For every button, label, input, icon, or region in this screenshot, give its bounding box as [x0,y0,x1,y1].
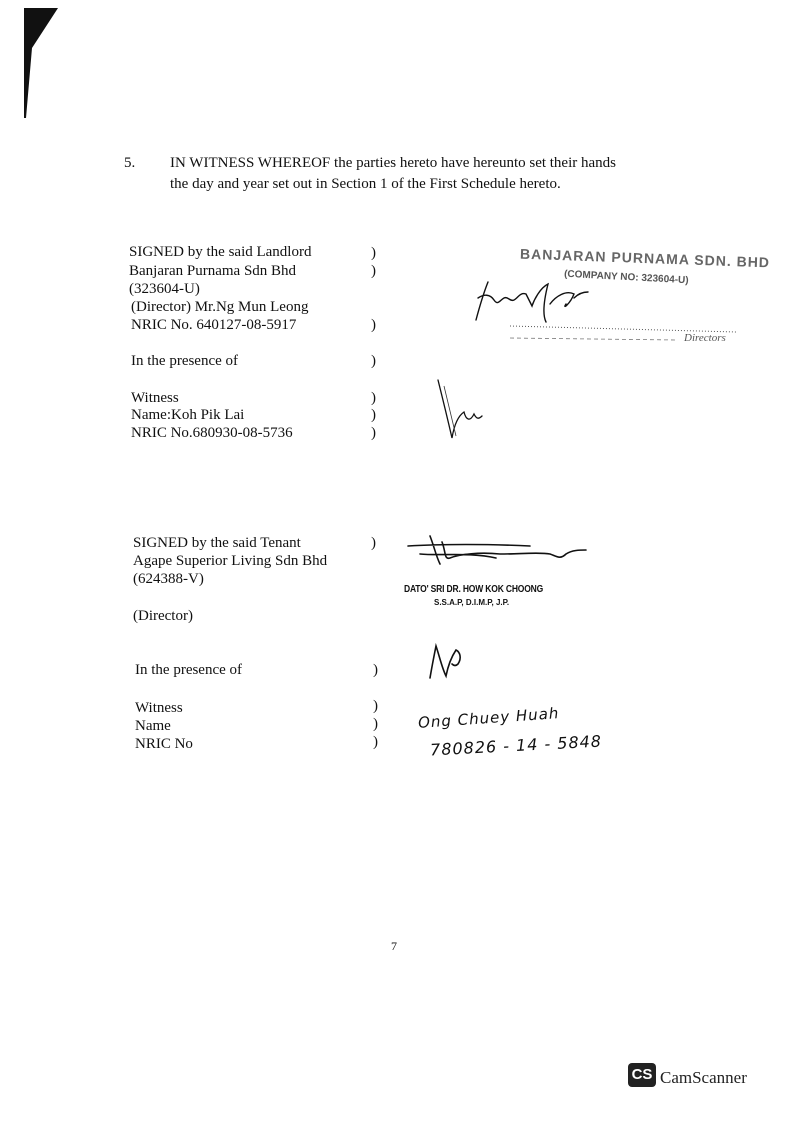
tenant-company-no: (624388-V) [133,571,204,587]
scan-edge-artifact [20,8,60,118]
tenant-presence: In the presence of [135,662,243,678]
tenant-name-label: Name [135,718,171,734]
landlord-witness: Witness [131,390,179,406]
paren: ) [371,317,376,333]
tenant-nric-label: NRIC No [135,736,193,752]
tenant-witness: Witness [135,700,183,716]
landlord-witness-signature [430,376,490,446]
paren: ) [371,245,376,261]
paren: ) [371,407,376,423]
tenant-director-name: DATO' SRI DR. HOW KOK CHOONG [404,584,544,595]
paren: ) [373,662,378,678]
paren: ) [371,353,376,369]
paren: ) [373,734,378,750]
tenant-signed-by: SIGNED by the said Tenant [133,535,301,551]
clause-line-1: IN WITNESS WHEREOF the parties hereto have hereunto set their hands [170,155,617,171]
paren: ) [371,263,376,279]
camscanner-label: CamScanner [660,1068,747,1087]
paren: ) [371,535,376,551]
tenant-director: (Director) [133,608,193,624]
landlord-signed-by: SIGNED by the said Landlord [129,244,312,260]
landlord-witness-name: Name:Koh Pik Lai [131,407,245,423]
landlord-director: (Director) Mr.Ng Mun Leong [131,299,309,315]
landlord-witness-nric: NRIC No.680930-08-5736 [131,425,293,441]
clause-number: 5. [124,155,136,171]
landlord-nric: NRIC No. 640127-08-5917 [131,317,297,333]
paren: ) [373,716,378,732]
tenant-director-signature [400,532,590,572]
tenant-company: Agape Superior Living Sdn Bhd [133,553,328,569]
company-stamp-name: BANJARAN PURNAMA SDN. BHD [519,245,771,271]
stamp-directors-label: Directors [684,332,726,344]
company-stamp-number: (COMPANY NO: 323604-U) [563,268,689,287]
paren: ) [373,698,378,714]
camscanner-logo: CS [628,1063,656,1087]
paren: ) [371,425,376,441]
tenant-witness-nric-handwritten: 780826 - 14 - 5848 [429,731,603,760]
tenant-witness-signature [424,642,474,682]
landlord-presence: In the presence of [131,353,239,369]
landlord-company: Banjaran Purnama Sdn Bhd [129,263,297,279]
tenant-witness-name-handwritten: Ong Chuey Huah [417,704,560,732]
paren: ) [371,390,376,406]
landlord-director-signature [470,270,610,330]
page-number: 7 [391,939,397,953]
clause-line-2: the day and year set out in Section 1 of the First Schedule hereto. [170,176,561,192]
landlord-company-no: (323604-U) [129,281,200,297]
tenant-director-titles: S.S.A.P, D.I.M.P, J.P. [434,598,510,607]
